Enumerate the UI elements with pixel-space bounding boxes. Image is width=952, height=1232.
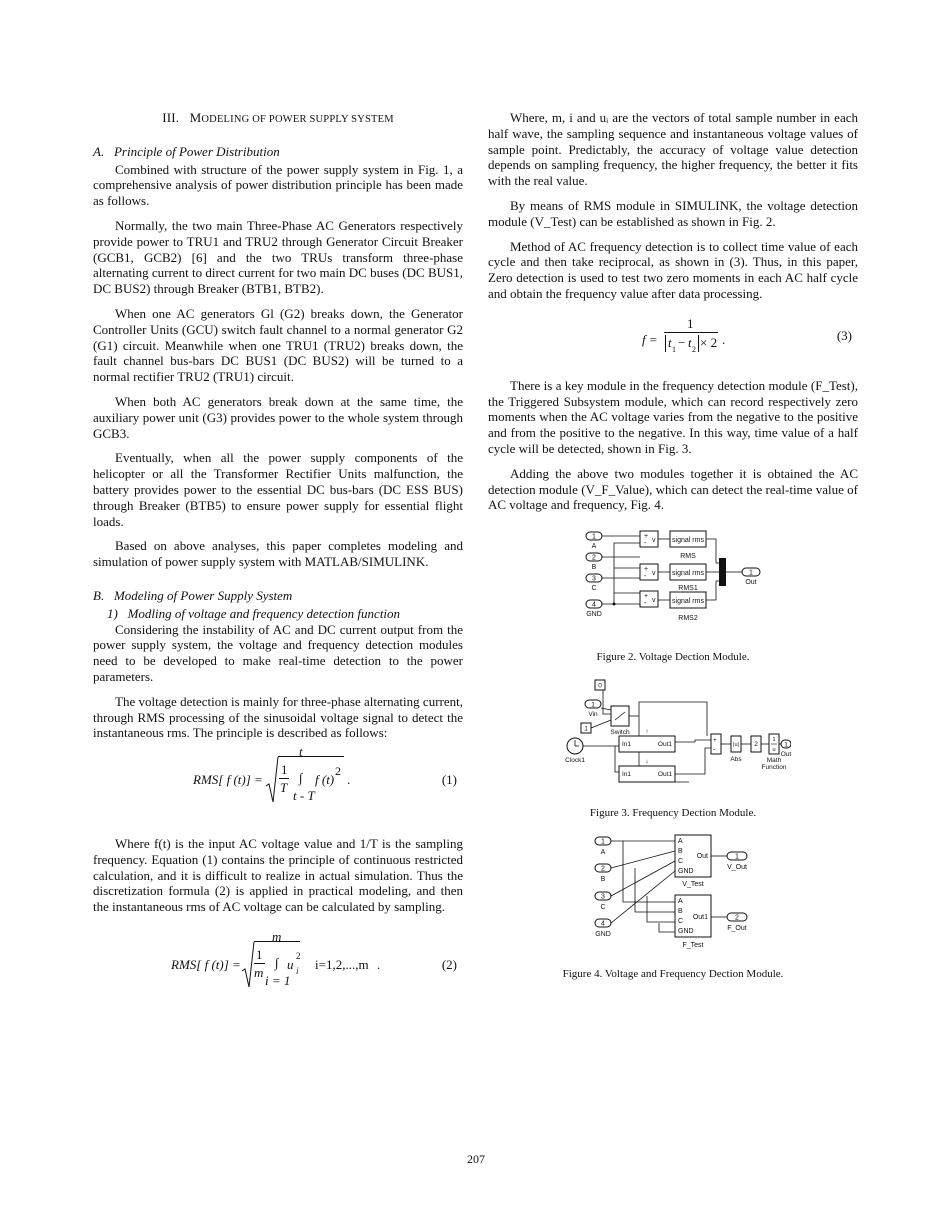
fig2-sum-3-v: v bbox=[652, 597, 656, 605]
subsection-b-label: B. bbox=[93, 587, 105, 603]
fig4-inport-1 bbox=[595, 837, 611, 856]
fig3-sub2-trigger-icon: ↓ bbox=[645, 757, 649, 765]
fig4-inport-3 bbox=[595, 892, 611, 911]
fig2-rms-1-label: signal rms bbox=[672, 537, 704, 545]
eq3-t1: t bbox=[668, 334, 672, 350]
eq2-frac-num: 1 bbox=[256, 947, 263, 963]
fig4-ftest-subsystem bbox=[675, 895, 711, 949]
fig3-clock-label: Clock1 bbox=[565, 756, 585, 764]
eq1-number: (1) bbox=[441, 772, 457, 788]
eq1-upper-limit: t bbox=[299, 744, 303, 760]
fig3-math-top: 1 bbox=[772, 736, 776, 743]
eq2-lower-limit: i = 1 bbox=[265, 973, 291, 989]
fig2-mux bbox=[719, 558, 726, 586]
fig2-sum-1 bbox=[640, 531, 658, 547]
paragraph: Normally, the two main Three-Phase AC Generators respectively provide power to TRU1 and TRU2 through Generator Circuit Breaker (GCB1, GCB2) [6] and the two TRUs transform three-phase alternating current to direct current for two main DC buses (DC BUS1, DC BUS2) through Breaker (BTB1, BTB2). bbox=[93, 217, 463, 297]
fig2-inport-1-label: A bbox=[591, 543, 597, 551]
eq3-t1-sub: 1 bbox=[672, 344, 676, 354]
eq2-tail: . bbox=[377, 957, 381, 973]
fig4-ftest-label: F_Test bbox=[682, 942, 704, 950]
fig3-abs bbox=[730, 736, 742, 763]
paragraph: Adding the above two modules together it is obtained the AC detection module (V_F_Value), which can detect the real-time value of AC voltage and frequency, Fig. 4. bbox=[488, 465, 858, 513]
eq2-frac-den: m bbox=[254, 965, 264, 981]
subsubsection-label: 1) bbox=[107, 605, 118, 621]
fig3-clock bbox=[565, 738, 585, 764]
fig4-inport-4-number: 4 bbox=[601, 920, 605, 928]
paragraph: There is a key module in the frequency detection module (F_Test), the Triggered Subsystem module, which can record respectively zero moments when the AC voltage varies from the negative to the positive and from the positive to the negative. In this way, time value of a half cycle will be detected, shown in Fig. 3. bbox=[488, 377, 858, 456]
paragraph: Based on above analyses, this paper completes modeling and simulation of power supply system with MATLAB/SIMULINK. bbox=[93, 538, 463, 570]
fig3-switch bbox=[610, 706, 630, 736]
eq3-times: × 2 bbox=[700, 334, 718, 350]
fig3-abs-label: Abs bbox=[730, 755, 742, 763]
figure-2-caption: Figure 2. Voltage Dection Module. bbox=[596, 650, 750, 663]
fig2-inport-1 bbox=[586, 532, 602, 550]
eq2-radical bbox=[241, 941, 255, 989]
fig2-outport-label: Out bbox=[745, 579, 757, 587]
fig2-sum-1-plus: + bbox=[644, 533, 649, 541]
paragraph: Where, m, i and uᵢ are the vectors of total sample number in each half wave, the sampling sequence and instantaneous voltage values of sample point. Predictably, the accuracy of voltage value detection depends on sampling frequency, the higher frequency, the better it fits with the real value. bbox=[488, 110, 858, 189]
fig2-junction bbox=[613, 603, 616, 606]
fig2-sum-1-v: v bbox=[652, 537, 656, 545]
eq1-frac-bar bbox=[279, 778, 289, 779]
eq1-tail: . bbox=[347, 772, 351, 788]
fig3-gain bbox=[751, 736, 761, 752]
paragraph: Considering the instability of AC and DC current output from the power supply system, the voltage and frequency detection modules need to be developed to make real-time detection to the power parameters. bbox=[93, 621, 463, 684]
section-number: III. bbox=[162, 110, 180, 125]
fig4-outport-fout bbox=[727, 913, 747, 932]
eq2-power: 2 bbox=[296, 951, 301, 962]
paragraph: By means of RMS module in SIMULINK, the voltage detection module (V_Test) can be established as shown in Fig. 2. bbox=[488, 197, 858, 229]
left-column bbox=[93, 110, 463, 1011]
fig2-rms-block-2 bbox=[670, 564, 706, 592]
eq2-frac-bar bbox=[254, 963, 265, 964]
fig4-vtest-port-a: A bbox=[678, 838, 683, 846]
fig4-fout-label: F_Out bbox=[727, 925, 747, 933]
fig3-constant-0 bbox=[595, 680, 605, 690]
figure-4-diagram bbox=[583, 833, 763, 957]
paragraph: Where f(t) is the input AC voltage value and 1/T is the sampling frequency. Equation (1) contains the principle of continuous restricted calculation, and it is difficult to realize in actual simulation. Thus the discretization formula (2) is applied in practical modeling, and then the instantaneous rms of AC voltage can be calculated by sampling. bbox=[93, 836, 463, 915]
fig4-vtest-out: Out bbox=[696, 853, 708, 861]
fig2-sum-3-minus: - bbox=[644, 600, 647, 608]
fig4-vout-number: 1 bbox=[735, 853, 739, 861]
fig2-inport-4 bbox=[586, 600, 602, 618]
fig2-rms-2-name: RMS1 bbox=[678, 585, 698, 593]
fig2-sum-2-plus: + bbox=[644, 566, 649, 574]
paragraph: Method of AC frequency detection is to collect time value of each cycle and then take reciprocal, as shown in (3). Thus, in this paper, Zero detection is used to test two zero moments in each AC half cycle and obtain the frequency value after data processing. bbox=[488, 238, 858, 301]
fig3-outport-number: 1 bbox=[784, 741, 788, 749]
fig4-vout-label: V_Out bbox=[727, 864, 747, 872]
fig2-inport-3-number: 3 bbox=[592, 575, 596, 583]
fig3-sub2-out: Out1 bbox=[657, 770, 672, 778]
figure-3 bbox=[488, 678, 858, 822]
fig2-inport-4-number: 4 bbox=[592, 601, 596, 609]
eq2-upper-limit: m bbox=[272, 929, 282, 945]
fig3-math-label-2: Function bbox=[761, 763, 787, 771]
fig4-ftest-port-a: A bbox=[678, 898, 683, 906]
fig3-outport-label: Out bbox=[780, 750, 791, 758]
fig3-math-label: Math bbox=[766, 756, 782, 764]
eq2-subscript: i bbox=[296, 966, 299, 977]
fig2-rms-block-3 bbox=[670, 592, 706, 622]
eq2-range: i=1,2,...,m bbox=[315, 957, 369, 973]
fig4-inport-2-label: B bbox=[600, 876, 606, 884]
fig2-outport bbox=[742, 568, 760, 586]
subsubsection-heading bbox=[107, 606, 463, 622]
figure-2-diagram bbox=[578, 528, 768, 640]
paragraph: When both AC generators break down at the same time, the auxiliary power unit (G3) provides power to the whole system through GCB3. bbox=[93, 393, 463, 441]
eq1-integrand: f (t) bbox=[315, 772, 335, 788]
eq1-power: 2 bbox=[335, 764, 341, 779]
eq2-number: (2) bbox=[441, 957, 457, 973]
eq3-t2-sub: 2 bbox=[692, 344, 696, 354]
fig3-sum-plus: + bbox=[713, 736, 717, 744]
fig4-inport-3-number: 3 bbox=[601, 893, 605, 901]
fig2-rms-1-name: RMS bbox=[680, 553, 696, 561]
fig2-sum-2-minus: - bbox=[644, 573, 647, 581]
fig3-triggered-subsystem-2 bbox=[619, 758, 675, 782]
fig4-fout-number: 2 bbox=[735, 914, 739, 922]
figure-2 bbox=[488, 522, 858, 666]
fig2-sum-2-v: v bbox=[652, 570, 656, 578]
fig2-inport-2-number: 2 bbox=[592, 554, 596, 562]
fig2-inport-2 bbox=[586, 553, 602, 571]
eq2-integral: ∫ bbox=[275, 955, 279, 971]
fig4-inport-2 bbox=[595, 864, 611, 883]
eq1-integral: ∫ bbox=[299, 770, 303, 786]
eq2-integrand: u bbox=[287, 957, 294, 973]
fig2-sum-3-plus: + bbox=[644, 593, 649, 601]
eq1-lower-limit: t - T bbox=[293, 788, 315, 804]
fig4-vtest-subsystem bbox=[675, 835, 711, 888]
fig3-constant-1 bbox=[581, 723, 591, 733]
fig2-inport-3 bbox=[586, 574, 602, 592]
fig3-abs-symbol: |u| bbox=[733, 741, 739, 748]
figure-3-diagram bbox=[555, 678, 791, 796]
fig4-ftest-port-b: B bbox=[678, 908, 683, 916]
eq3-frac-bar bbox=[664, 332, 718, 333]
eq3-tail: . bbox=[722, 331, 726, 347]
section-heading bbox=[93, 110, 463, 128]
eq1-radical bbox=[265, 756, 279, 804]
subsection-b-title: Modeling of Power Supply System bbox=[113, 587, 293, 603]
eq1-lhs: RMS[ f (t)] = bbox=[193, 772, 263, 788]
eq1-frac-num: 1 bbox=[281, 762, 288, 778]
equation-2 bbox=[93, 929, 463, 999]
fig4-inport-1-label: A bbox=[600, 849, 606, 857]
fig2-inport-1-number: 1 bbox=[592, 533, 596, 541]
fig4-inport-4 bbox=[595, 919, 611, 938]
eq3-number: (3) bbox=[836, 327, 852, 343]
paragraph: Eventually, when all the power supply components of the helicopter or all the Transformer Rectifier Units malfunction, the battery provides power to the essential DC bus-bars (DC ESS BUS) through Breaker (BTB5) to ensure power supply for essential flight loads. bbox=[93, 450, 463, 529]
figure-4-caption: Figure 4. Voltage and Frequency Dection Module. bbox=[562, 968, 784, 981]
subsection-a-title: Principle of Power Distribution bbox=[113, 143, 280, 159]
eq3-abs-right bbox=[698, 335, 699, 352]
fig3-inport-vin bbox=[585, 700, 601, 718]
fig2-sum-2 bbox=[640, 564, 658, 580]
fig2-inport-2-label: B bbox=[591, 564, 597, 572]
subsubsection-title: Modling of voltage and frequency detection function bbox=[127, 605, 401, 621]
fig4-inport-4-label: GND bbox=[595, 931, 611, 939]
right-column bbox=[488, 110, 858, 995]
fig2-inport-3-label: C bbox=[591, 585, 597, 593]
fig4-inport-3-label: C bbox=[600, 904, 606, 912]
fig3-constant-0-value: 0 bbox=[598, 682, 602, 690]
page-number: 207 bbox=[467, 1152, 485, 1166]
fig4-vtest-port-b: B bbox=[678, 848, 683, 856]
fig3-gain-value: 2 bbox=[754, 740, 758, 748]
fig4-ftest-port-gnd: GND bbox=[678, 928, 694, 936]
fig3-sub1-trigger-icon: ↑ bbox=[645, 727, 649, 735]
section-title-initial: M bbox=[189, 110, 202, 125]
fig3-sub1-out: Out1 bbox=[657, 740, 672, 748]
fig3-outport bbox=[781, 740, 791, 758]
fig2-rms-2-label: signal rms bbox=[672, 570, 704, 578]
fig4-vtest-label: V_Test bbox=[682, 881, 704, 889]
eq2-lhs: RMS[ f (t)] = bbox=[171, 957, 241, 973]
fig4-inport-2-number: 2 bbox=[601, 865, 605, 873]
subsection-b-heading bbox=[93, 588, 463, 604]
equation-3 bbox=[488, 316, 858, 366]
fig3-math-bottom: u bbox=[772, 746, 776, 753]
eq3-minus: − bbox=[678, 334, 686, 350]
fig3-sub2-in: In1 bbox=[622, 770, 632, 778]
fig4-ftest-out: Out1 bbox=[692, 914, 708, 922]
subsection-a-label: A. bbox=[93, 143, 105, 159]
fig3-inport-vin-number: 1 bbox=[591, 701, 595, 709]
fig3-inport-vin-label: Vin bbox=[588, 710, 598, 718]
eq3-lhs: f = bbox=[642, 331, 658, 347]
eq3-abs-left bbox=[665, 335, 666, 352]
paragraph: Combined with structure of the power supply system in Fig. 1, a comprehensive analysis of power distribution principle has been made as follows. bbox=[93, 161, 463, 209]
fig2-outport-number: 1 bbox=[749, 569, 753, 577]
fig4-inport-1-number: 1 bbox=[601, 838, 605, 846]
fig4-ftest-port-c: C bbox=[678, 918, 684, 926]
fig2-inport-4-label: GND bbox=[586, 611, 602, 619]
fig2-rms-3-name: RMS2 bbox=[678, 615, 698, 623]
paragraph: When one AC generators Gl (G2) breaks down, the Generator Controller Units (GCU) switch fault channel to a normal generator G2 (G1) circuit. Meanwhile when one TRU1 (TRU2) breaks down, the fault channel bus-bars DC BUS1 (DC BUS2) will be turned to a normal rectifier TRU2 (TRU1) circuit. bbox=[93, 305, 463, 385]
fig4-vtest-port-c: C bbox=[678, 858, 684, 866]
fig3-sub1-in: In1 bbox=[622, 740, 632, 748]
section-title-rest: ODELING OF POWER SUPPLY SYSTEM bbox=[201, 114, 394, 125]
fig3-switch-label: Switch bbox=[610, 728, 630, 736]
fig3-sum bbox=[711, 734, 721, 754]
eq3-t2: t bbox=[688, 334, 692, 350]
eq1-vinculum bbox=[278, 756, 344, 757]
paragraph: The voltage detection is mainly for three-phase alternating current, through RMS processing of the sinusoidal voltage signal to detect the instantaneous rms. The principle is described as follows: bbox=[93, 693, 463, 741]
subsection-a-heading bbox=[93, 144, 463, 160]
fig3-sum-minus: - bbox=[713, 745, 716, 753]
fig2-rms-block-1 bbox=[670, 531, 706, 560]
equation-1 bbox=[93, 744, 463, 814]
eq3-numerator: 1 bbox=[687, 315, 694, 331]
eq1-frac-den: T bbox=[280, 780, 288, 796]
fig2-sum-3 bbox=[640, 591, 658, 607]
fig2-sum-1-minus: - bbox=[644, 540, 647, 548]
figure-3-caption: Figure 3. Frequency Dection Module. bbox=[589, 806, 757, 819]
fig4-outport-vout bbox=[727, 852, 747, 871]
figure-4 bbox=[488, 833, 858, 983]
fig4-vtest-port-gnd: GND bbox=[678, 868, 694, 876]
fig3-constant-1-value: 1 bbox=[584, 725, 588, 733]
fig2-rms-3-label: signal rms bbox=[672, 598, 704, 606]
